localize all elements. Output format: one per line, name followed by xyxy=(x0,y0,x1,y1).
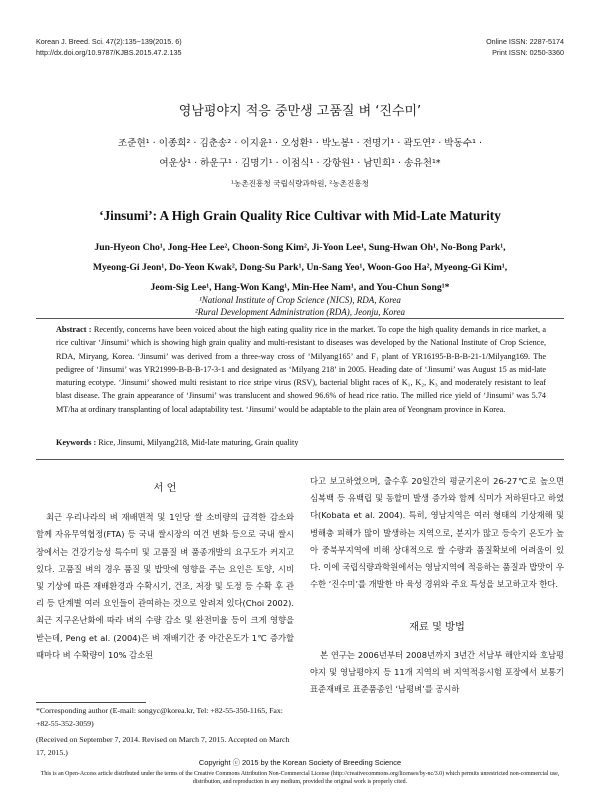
english-affiliation-2: ²Rural Development Administration (RDA), Jeonju, Korea xyxy=(195,307,405,317)
received-dates: (Received on September 7, 2014. Revised on March 7, 2015. Accepted on March 17, 2015.) xyxy=(36,735,290,757)
abstract xyxy=(56,323,546,416)
english-title: ‘Jinsumi’: A High Grain Quality Rice Cultivar with Mid-Late Maturity xyxy=(99,208,501,223)
abstract-bottom-rule xyxy=(36,459,564,460)
english-authors-line1: Jun-Hyeon Cho¹, Jong-Hee Lee², Choon-Song Kim², Ji-Yoon Lee¹, Sung-Hwan Oh¹, No-Bong Park¹, xyxy=(94,242,506,253)
korean-authors xyxy=(60,134,540,174)
license-notice: This is an Open-Access article distributed under the terms of the Creative Commons Attribution Non-Commercial License (http://creativecommons.org/licenses/by-nc/3.0) which permits unrestricted non-commercial use, distribution, and reproduction in any medium, provided the original work is properly cited. xyxy=(40,771,560,785)
journal-header xyxy=(36,36,182,58)
print-issn: Print ISSN: 0250-3360 xyxy=(492,48,564,57)
issn-header xyxy=(486,36,564,58)
methods-heading: 재료 및 방법 xyxy=(409,622,465,634)
english-authors-line2: Myeong-Gi Jeon¹, Do-Yeon Kwak², Dong-Su Park¹, Un-Sang Yeo¹, Woon-Goo Ha², Myeong-Gi Kim¹, xyxy=(92,262,508,273)
english-affiliations xyxy=(0,294,600,318)
corresponding-author: *Corresponding author (E-mail: songyc@korea.kr, Tel: +82-55-350-1165, Fax: +82-55-352-3059) xyxy=(36,706,283,728)
abstract-label: Abstract : xyxy=(56,325,92,334)
keywords xyxy=(56,438,546,447)
abstract-top-rule xyxy=(36,318,564,319)
intro-paragraph-continued: 다고 보고하였으며, 출수후 20일간의 평균기온이 26-27℃로 높으면 심복백 등 유백립 및 동할미 발생 증가와 함께 식미가 저하된다고 하였다(Kobata et al. 2004). 특히, 영남지역은 여러 형태의 기상재해 및 병해충 피해가 많이 발생하는 지역으로, 분지가 많고 등숙기 온도가 높아 중북부지역에 비해 상대적으로 쌀 수량과 품질확보에 어려움이 있다. 이에 국립식량과학원에서는 영남지역에 적응하는 품질과 밥맛이 우수한 ‘진수미’를 개발한 바 육성 경위와 주요 특성을 보고하고자 한다. xyxy=(310,476,564,590)
keywords-label: Keywords : xyxy=(56,438,97,447)
keywords-text: Rice, Jinsumi, Milyang218, Mid-late maturing, Grain quality xyxy=(98,438,299,447)
doi-link[interactable]: http://dx.doi.org/10.9787/KJBS.2015.47.2.135 xyxy=(36,48,182,57)
journal-citation: Korean J. Breed. Sci. 47(2):135~139(2015. 6) xyxy=(36,37,182,46)
copyright: Copyright ⓒ 2015 by the Korean Society of Breeding Science xyxy=(198,758,402,767)
footnote-rule xyxy=(36,702,146,703)
korean-authors-line2: 여운상¹ · 하운구¹ · 김명기¹ · 이점식¹ · 강항원¹ · 남민희¹ · 송유천¹* xyxy=(159,158,441,169)
intro-heading: 서 언 xyxy=(153,483,177,494)
english-authors-line3: Jeom-Sig Lee¹, Hang-Won Kang¹, Min-Hee Nam¹, and You-Chun Song¹* xyxy=(150,282,450,293)
footnotes xyxy=(36,705,294,759)
methods-paragraph: 본 연구는 2006년부터 2008년까지 3년간 서남부 해안지와 호남평야지 및 영남평야지 등 11개 지역의 벼 지역적응시험 포장에서 보통기 표준재배로 표준품종인 ‘남평벼’를 공시하 xyxy=(310,649,564,695)
abstract-text: Recently, concerns have been voiced about the high eating quality rice in the market. To cope the high quality demands in rice market, a rice cultivar ‘Jinsumi’ which is showing high grain quality and multi-resistant to diseases was developed by the National Institute of Crop Science, RDA, Miryang, Korea. ‘Jinsumi’ was derived from a three-way cross of ‘Milyang165’ and F₁ plant of YR16195-B-B-B-21-1/Milyang169. The pedigree of ‘Jinsumi’ was YR21999-B-B-B-17-3-1 and designated as ‘Milyang 218’ in 2005. Heading date of ‘Jinsumi’ was August 15 as mid-late maturing ecotype. ‘Jinsumi’ showed multi resistant to rice stripe virus (RSV), bacterial blight races of K₁, K₂, K₃ and moderately resistant to leaf blast disease. The grain appearance of ‘Jinsumi’ was translucent and showed 96.6% of head rice ratio. The milled rice yield of ‘Jinsumi’ was 5.74 MT/ha at ordinary transplanting of local adaptability test. ‘Jinsumi’ would be adaptable to the plain area of Yeongnam province in Korea. xyxy=(56,325,547,414)
intro-paragraph: 최근 우리나라의 벼 재배면적 및 1인당 쌀 소비량의 급격한 감소와 함께 자유무역협정(FTA) 등 국내 쌀시장의 여건 변화 등으로 국내 쌀시장에서는 건강기능성 특수미 및 고품질 벼 품종개발의 요구도가 커지고 있다. 고품질 벼의 경우 품질 및 밥맛에 영향을 주는 요인은 토양, 시비 및 기상에 따른 재배환경과 수확시기, 건조, 저장 및 도정 등 수확 후 관리 등 단계별 여러 요인들이 관여하는 것으로 알려져 있다(Choi 2002). 최근 지구온난화에 따라 벼의 수량 감소 및 완전미율 등이 크게 영향을 받는데, Peng et al. (2004)은 벼 재배기간 중 야간온도가 1℃ 증가할 때마다 벼 수확량이 10% 감소된 xyxy=(36,512,294,660)
body-column-right xyxy=(310,473,564,698)
korean-affiliation: ¹농촌진흥청 국립식량과학원, ²농촌진흥청 xyxy=(230,179,370,188)
body-column-left xyxy=(36,483,294,664)
korean-authors-line1: 조준현¹ · 이종희² · 김춘송² · 이지윤¹ · 오성환¹ · 박노봉¹ · 전명기¹ · 곽도연² · 박동수¹ · xyxy=(117,138,483,149)
korean-title: 영남평야지 적응 중만생 고품질 벼 ‘진수미’ xyxy=(178,104,422,119)
english-authors xyxy=(50,238,550,298)
english-affiliation-1: ¹National Institute of Crop Science (NICS), RDA, Korea xyxy=(199,295,401,305)
online-issn: Online ISSN: 2287-5174 xyxy=(486,37,564,46)
